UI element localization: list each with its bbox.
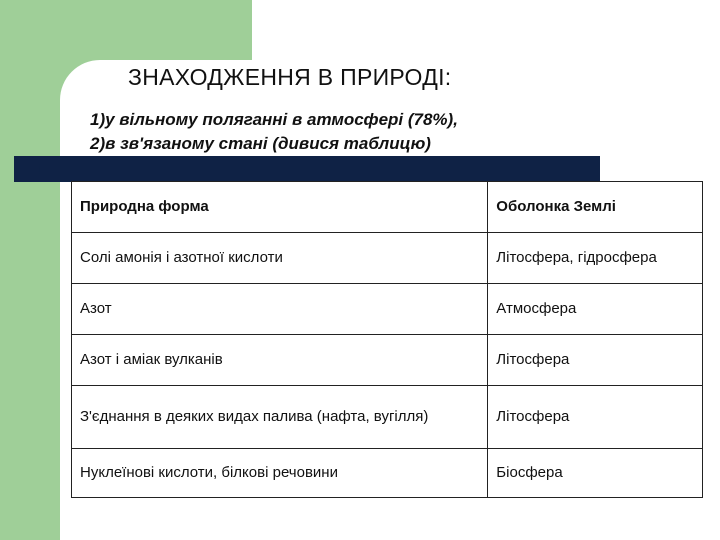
table-header-row: [72, 182, 703, 233]
table-row: [72, 233, 703, 284]
table-cell-form: Азот: [72, 284, 488, 335]
subtitle-line-1: 1)у вільному поляганні в атмосфері (78%),: [90, 110, 458, 129]
table-row: [72, 449, 703, 498]
table-cell-form: Солі амонія і азотної кислоти: [72, 233, 488, 284]
table-cell-shell: Літосфера: [488, 335, 703, 386]
table-cell-shell: Атмосфера: [488, 284, 703, 335]
table-cell-form: Азот і аміак вулканів: [72, 335, 488, 386]
table-cell-form: Нуклеїнові кислоти, білкові речовини: [72, 449, 488, 498]
slide-title: ЗНАХОДЖЕННЯ В ПРИРОДІ:: [128, 64, 452, 90]
nitrogen-forms-table: [71, 181, 703, 498]
table-row: [72, 335, 703, 386]
table-cell-shell: Літосфера, гідросфера: [488, 233, 703, 284]
table-row: [72, 284, 703, 335]
table-cell-shell: Літосфера: [488, 386, 703, 449]
navy-bar-rounded-cap: [14, 156, 40, 182]
table-cell-shell: Біосфера: [488, 449, 703, 498]
slide-subtitle: [90, 108, 650, 156]
decorative-navy-bar: [14, 156, 600, 182]
header-earth-shell: Оболонка Землі: [488, 182, 703, 233]
table-cell-form: З'єднання в деяких видах палива (нафта, вугілля): [72, 386, 488, 449]
table-row: [72, 386, 703, 449]
subtitle-line-2: 2)в зв'язаному стані (дивися таблицю): [90, 134, 431, 153]
header-natural-form: Природна форма: [72, 182, 488, 233]
